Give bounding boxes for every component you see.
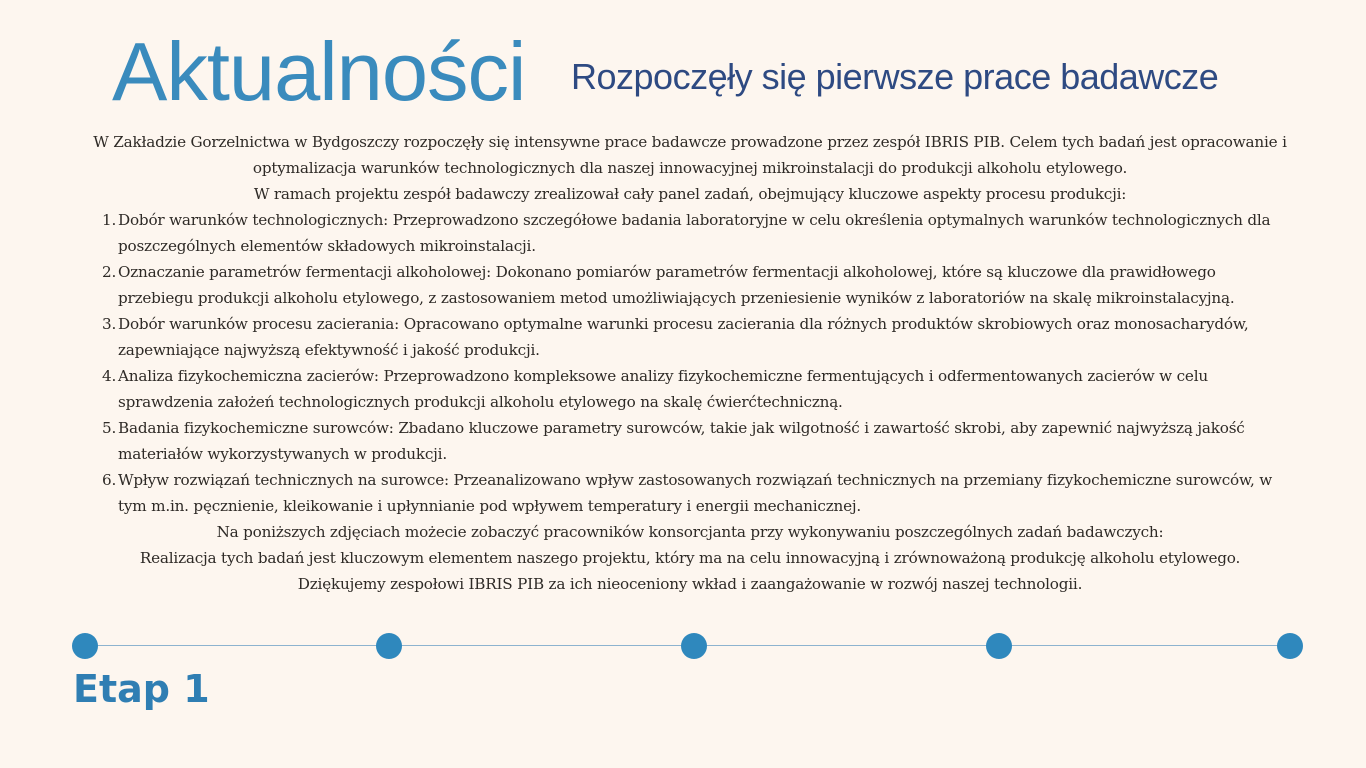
task-item: Wpływ rozwiązań technicznych na surowce: Przeanalizowano wpływ zastosowanych rozwiązań technicznych na przemiany fizykochemiczne surowców, w tym m.in. pęcznienie, kleikowanie i upłynnianie pod wpływem temperatury i energii mechanicznej. [118, 471, 1273, 515]
article-intro: W Zakładzie Gorzelnictwa w Bydgoszczy rozpoczęły się intensywne prace badawcze prowadzone przez zespół IBRIS PIB. Celem tych badań jest opracowanie i optymalizacja warunków technologicznych dla naszej innowacyjnej mikroinstalacji do produkcji alkoholu etylowego. [93, 133, 1287, 177]
article-thanks: Dziękujemy zespołowi IBRIS PIB za ich nieoceniony wkład i zaangażowanie w rozwój naszej technologii. [297, 575, 1083, 593]
photos-note: Na poniższych zdjęciach możecie zobaczyć pracowników konsorcjanta przy wykonywaniu poszczególnych zadań badawczych: [216, 523, 1164, 541]
task-item: Dobór warunków procesu zacierania: Opracowano optymalne warunki procesu zacierania dla różnych produktów skrobiowych oraz monosacharydów, zapewniające najwyższą efektywność i jakość produkcji. [118, 315, 1249, 359]
task-list [92, 207, 1288, 519]
stage-label: Etap 1 [73, 667, 210, 711]
news-headline: Rozpoczęły się pierwsze prace badawcze [571, 56, 1219, 97]
task-item: Dobór warunków technologicznych: Przeprowadzono szczegółowe badania laboratoryjne w celu określenia optymalnych warunków technologicznych dla poszczególnych elementów składowych mikroinstalacji. [118, 211, 1271, 255]
news-article [92, 129, 1288, 597]
page-header [0, 0, 1366, 130]
page-title: Aktualności [112, 25, 526, 118]
article-summary: Realizacja tych badań jest kluczowym elementem naszego projektu, który ma na celu innowacyjną i zrównoważoną produkcję alkoholu etylowego. [139, 549, 1241, 567]
article-lead: W ramach projektu zespół badawczy zrealizował cały panel zadań, obejmujący kluczowe aspekty procesu produkcji: [253, 185, 1127, 203]
task-item: Badania fizykochemiczne surowców: Zbadano kluczowe parametry surowców, takie jak wilgotność i zawartość skrobi, aby zapewnić najwyższą jakość materiałów wykorzystywanych w produkcji. [118, 419, 1245, 463]
stage-timeline [72, 632, 1304, 660]
timeline-dot-3[interactable] [681, 633, 707, 659]
timeline-dot-2[interactable] [376, 633, 402, 659]
timeline-dot-4[interactable] [986, 633, 1012, 659]
timeline-dot-1[interactable] [72, 633, 98, 659]
task-item: Analiza fizykochemiczna zacierów: Przeprowadzono kompleksowe analizy fizykochemiczne fermentujących i odfermentowanych zacierów w celu sprawdzenia założeń technologicznych produkcji alkoholu etylowego na skalę ćwierćtechniczną. [118, 367, 1208, 411]
timeline-dot-5[interactable] [1277, 633, 1303, 659]
task-item: Oznaczanie parametrów fermentacji alkoholowej: Dokonano pomiarów parametrów fermentacji alkoholowej, które są kluczowe dla prawidłowego przebiegu produkcji alkoholu etylowego, z zastosowaniem metod umożliwiających przeniesienie wyników z laboratoriów na skalę mikroinstalacyjną. [118, 263, 1235, 307]
